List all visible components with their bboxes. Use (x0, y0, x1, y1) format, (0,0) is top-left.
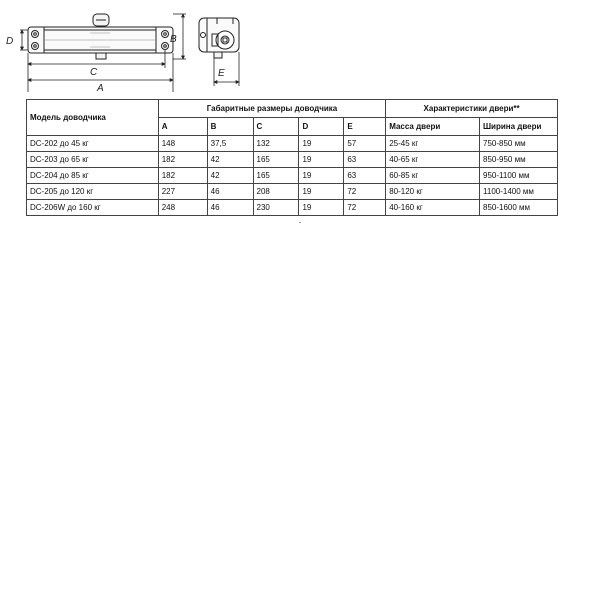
dimension-c-label: C (90, 67, 98, 78)
table-row (27, 136, 558, 152)
header-mass: Масса двери (386, 118, 480, 136)
cell-a: 182 (158, 152, 207, 168)
cell-d: 19 (299, 136, 344, 152)
door-closer-drawing (0, 0, 600, 100)
cell-a: 148 (158, 136, 207, 152)
cell-e: 72 (344, 200, 386, 216)
cell-a: 248 (158, 200, 207, 216)
cell-width: 750-850 мм (480, 136, 558, 152)
table-header-row (27, 100, 558, 118)
header-dimensions: Габаритные размеры доводчика (158, 100, 385, 118)
cell-model: DC-206W до 160 кг (27, 200, 159, 216)
spec-table (26, 99, 558, 216)
cell-a: 227 (158, 184, 207, 200)
closer-front-view (28, 14, 173, 59)
dimension-a-label: A (97, 83, 104, 94)
cell-c: 132 (253, 136, 299, 152)
header-width: Ширина двери (480, 118, 558, 136)
stray-mark (299, 222, 301, 223)
cell-e: 57 (344, 136, 386, 152)
cell-mass: 80-120 кг (386, 184, 480, 200)
table-row (27, 200, 558, 216)
dimension-d (20, 30, 28, 50)
cell-e: 72 (344, 184, 386, 200)
header-c: C (253, 118, 299, 136)
cell-b: 37,5 (207, 136, 253, 152)
cell-e: 63 (344, 152, 386, 168)
cell-c: 230 (253, 200, 299, 216)
header-a: A (158, 118, 207, 136)
cell-model: DC-205 до 120 кг (27, 184, 159, 200)
cell-b: 46 (207, 184, 253, 200)
cell-d: 19 (299, 200, 344, 216)
cell-mass: 40-160 кг (386, 200, 480, 216)
cell-c: 165 (253, 168, 299, 184)
cell-b: 46 (207, 200, 253, 216)
table-row (27, 152, 558, 168)
dimension-e-label: E (218, 68, 225, 79)
dimension-d-label: D (6, 36, 14, 47)
cell-b: 42 (207, 168, 253, 184)
cell-width: 1100-1400 мм (480, 184, 558, 200)
cell-width: 850-1600 мм (480, 200, 558, 216)
cell-d: 19 (299, 152, 344, 168)
cell-c: 208 (253, 184, 299, 200)
header-model: Модель доводчика (27, 100, 159, 136)
dimension-b-label: B (170, 34, 177, 45)
cell-d: 19 (299, 168, 344, 184)
cell-width: 950-1100 мм (480, 168, 558, 184)
cell-width: 850-950 мм (480, 152, 558, 168)
cell-d: 19 (299, 184, 344, 200)
header-door: Характеристики двери** (386, 100, 558, 118)
cell-mass: 40-65 кг (386, 152, 480, 168)
cell-model: DC-203 до 65 кг (27, 152, 159, 168)
cell-mass: 25-45 кг (386, 136, 480, 152)
cell-model: DC-202 до 45 кг (27, 136, 159, 152)
closer-side-view (199, 18, 239, 58)
cell-mass: 60-85 кг (386, 168, 480, 184)
header-d: D (299, 118, 344, 136)
cell-c: 165 (253, 152, 299, 168)
cell-b: 42 (207, 152, 253, 168)
cell-a: 182 (158, 168, 207, 184)
header-e: E (344, 118, 386, 136)
table-row (27, 184, 558, 200)
cell-e: 63 (344, 168, 386, 184)
header-b: B (207, 118, 253, 136)
table-row (27, 168, 558, 184)
cell-model: DC-204 до 85 кг (27, 168, 159, 184)
